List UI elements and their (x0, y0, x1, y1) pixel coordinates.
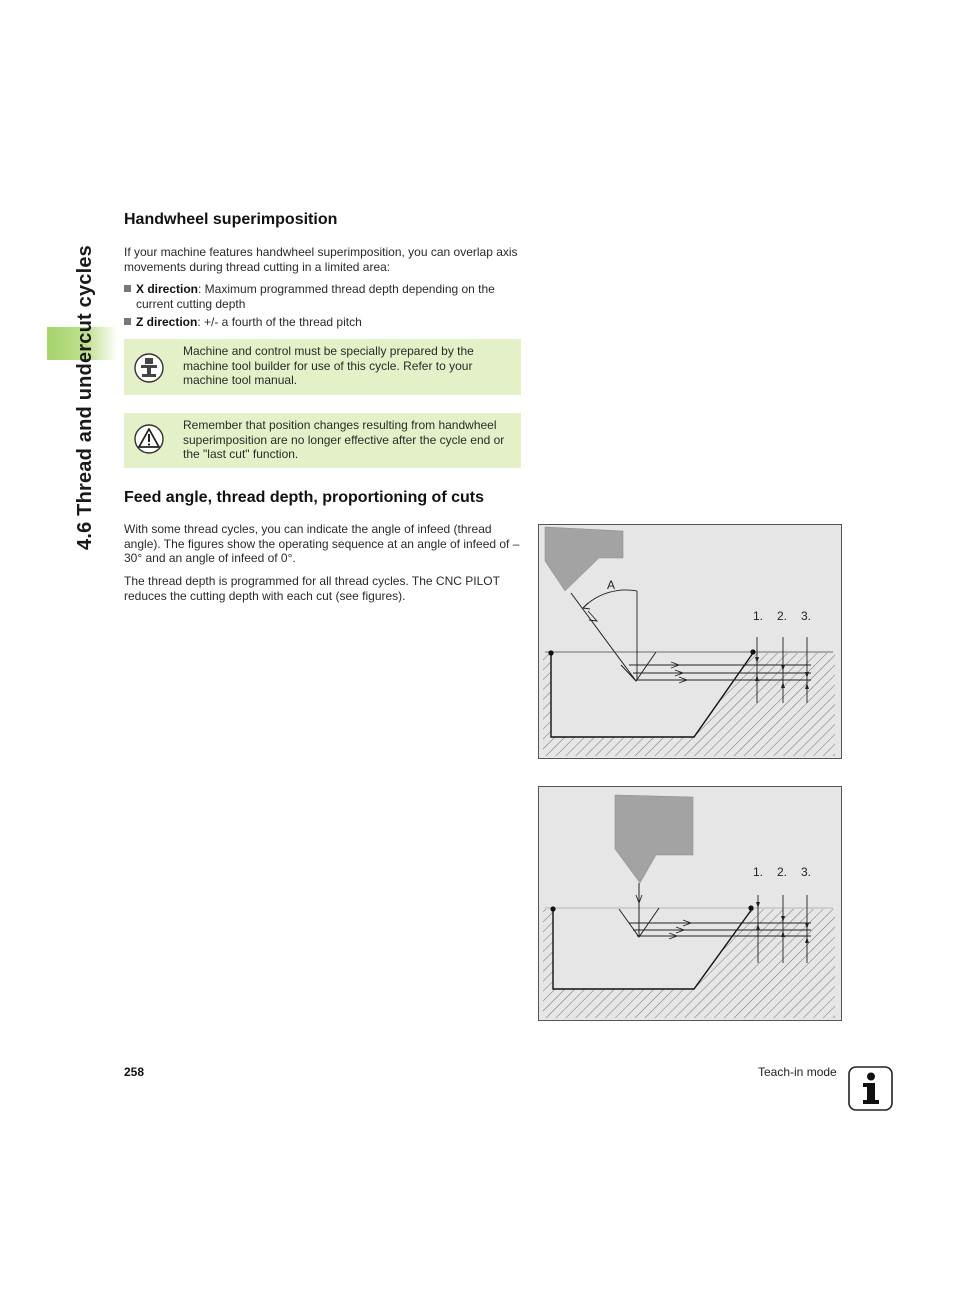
footer-chapter-name: Teach-in mode (758, 1065, 837, 1079)
bullet-text: : +/- a fourth of the thread pitch (197, 315, 362, 329)
intro-paragraph: If your machine features handwheel superimposition, you can overlap axis movements during thread cutting in a limited area: (124, 245, 518, 274)
chapter-side-title: 4.6 Thread and undercut cycles (74, 245, 96, 550)
infeed-arrow (588, 611, 597, 621)
cutting-tool (615, 795, 693, 883)
machine-tool-icon (134, 353, 164, 383)
cut-label-2: 2. (777, 609, 788, 623)
bullet-x-direction (124, 282, 522, 311)
thread-profile (621, 652, 656, 681)
angle-label: A (607, 578, 616, 592)
figure-1-drawing (539, 525, 843, 760)
workpiece-hatching (539, 653, 835, 756)
angle-arc (583, 590, 637, 608)
cut-label-1: 1. (753, 609, 764, 623)
note-text: Remember that position changes resulting from handwheel superimposition are no longer effective after the cycle end or the "last cut" function. (183, 418, 505, 462)
cut-label-3: 3. (801, 609, 812, 623)
angle-arrow (583, 603, 590, 609)
figure-2-drawing (539, 787, 843, 1022)
contour-start-point (548, 650, 553, 655)
note-text: Machine and control must be specially prepared by the machine tool builder for use of this cycle. Refer to your machine tool manual. (183, 344, 474, 388)
contour-end-point (750, 649, 755, 654)
heading-feed-angle: Feed angle, thread depth, proportioning of cuts (124, 489, 484, 506)
feed-angle-paragraph: With some thread cycles, you can indicate the angle of infeed (thread angle). The figures show the operating sequence at an angle of infeed of –30° and an angle of infeed of 0°. (124, 522, 520, 566)
note-machine-prepared (124, 339, 521, 395)
cut-label-1: 1. (753, 865, 764, 879)
bullet-term: X direction (136, 282, 199, 296)
cut-label-2: 2. (777, 865, 788, 879)
thread-depth-paragraph: The thread depth is programmed for all thread cycles. The CNC PILOT reduces the cutting depth with each cut (see figures). (124, 574, 500, 603)
figure-infeed-30-degrees (538, 524, 842, 759)
warning-icon (134, 424, 164, 454)
figure-infeed-0-degrees (538, 786, 842, 1021)
bullet-z-direction (124, 315, 522, 330)
bullet-square-icon (124, 285, 131, 292)
bullet-text: : Maximum programmed thread depth depending on the current cutting depth (136, 282, 495, 311)
page-number: 258 (124, 1065, 145, 1079)
depth-arrow (756, 902, 760, 908)
infeed-line (571, 593, 636, 681)
heading-handwheel-superimposition: Handwheel superimposition (124, 211, 338, 228)
info-icon[interactable] (848, 1066, 893, 1111)
contour-end-point (748, 905, 753, 910)
note-position-changes (124, 413, 521, 468)
contour-start-point (550, 906, 555, 911)
bullet-term: Z direction (136, 315, 198, 329)
workpiece-hatching (539, 909, 835, 1018)
cut-label-3: 3. (801, 865, 812, 879)
bullet-square-icon (124, 318, 131, 325)
